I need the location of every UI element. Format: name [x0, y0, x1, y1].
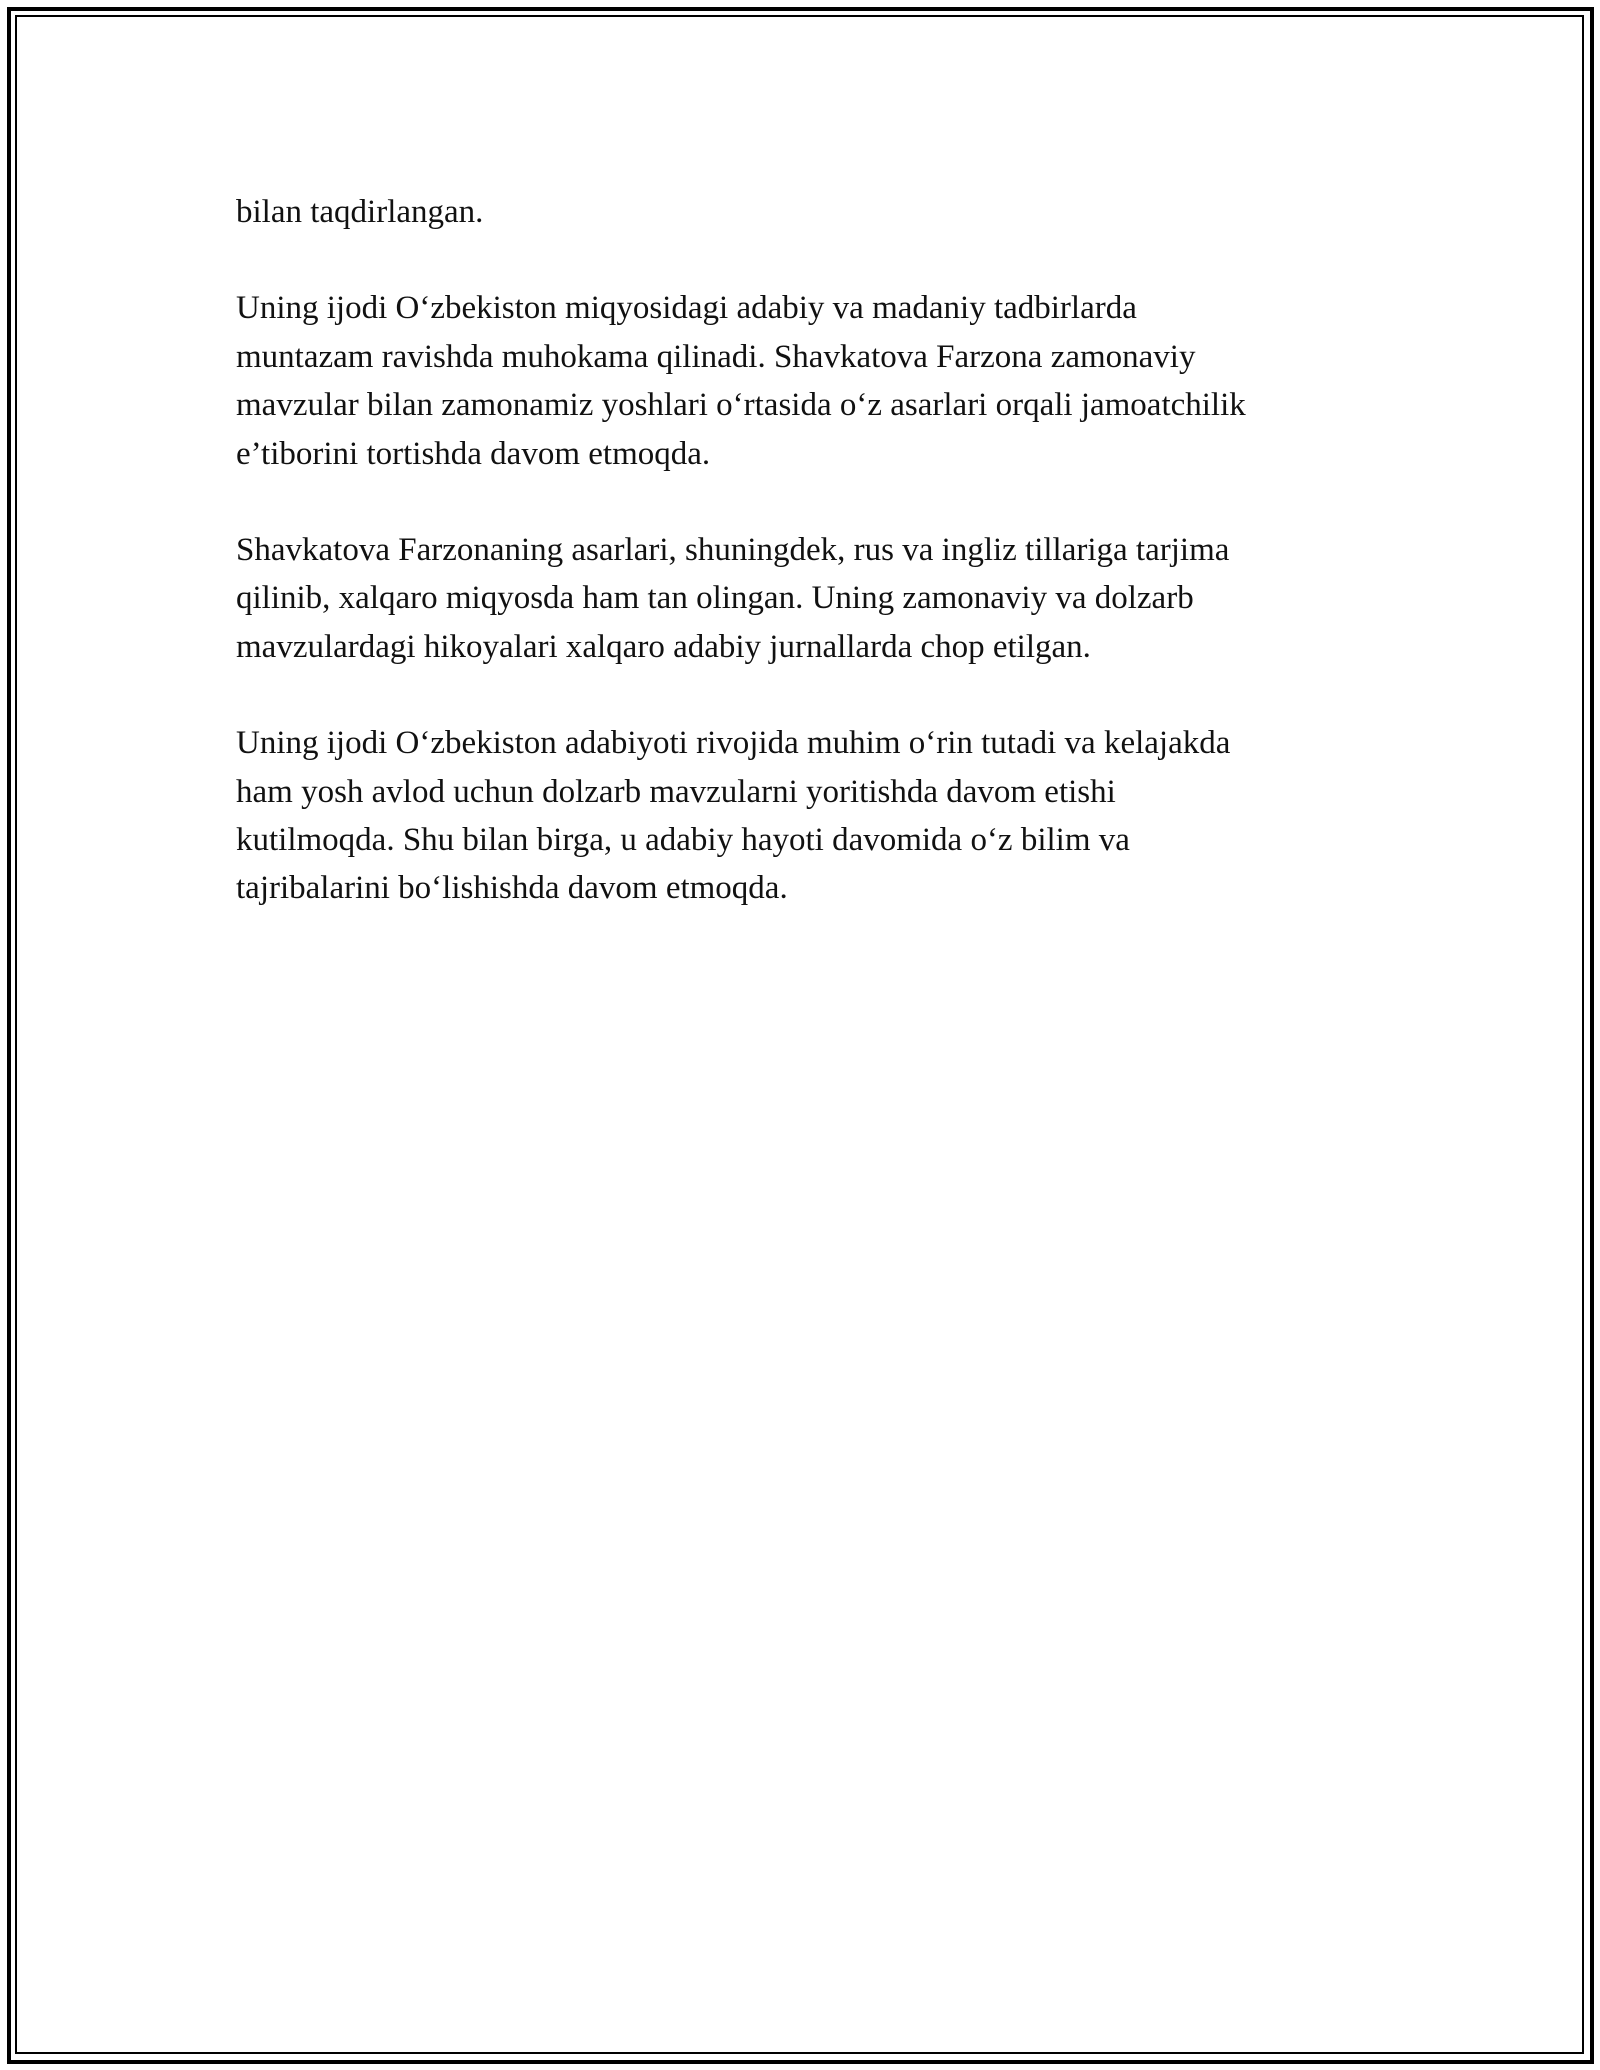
paragraph-3: Shavkatova Farzonaning asarlari, shuningdek, rus va ingliz tillariga tarjima qilinib, xalqaro miqyosda ham tan olingan. Uning zamonaviy va dolzarb mavzulardagi hikoyalari xalqaro adabiy jurnallarda chop etilgan. [236, 532, 1230, 665]
paragraph-4: Uning ijodi O‘zbekiston adabiyoti rivojida muhim o‘rin tutadi va kelajakda ham yosh avlod uchun dolzarb mavzularni yoritishda davom etishi kutilmoqda. Shu bilan birga, u adabiy hayoti davomida o‘z bilim va tajribalarini bo‘lishishda davom etmoqda. [236, 725, 1231, 907]
paragraph-1: bilan taqdirlangan. [236, 194, 484, 230]
document-body [236, 188, 1366, 961]
paragraph-2: Uning ijodi O‘zbekiston miqyosidagi adabiy va madaniy tadbirlarda muntazam ravishda muhokama qilinadi. Shavkatova Farzona zamonaviy mavzular bilan zamonamiz yoshlari o‘rtasida o‘z asarlari orqali jamoatchilik e’tiborini tortishda davom etmoqda. [236, 290, 1246, 472]
